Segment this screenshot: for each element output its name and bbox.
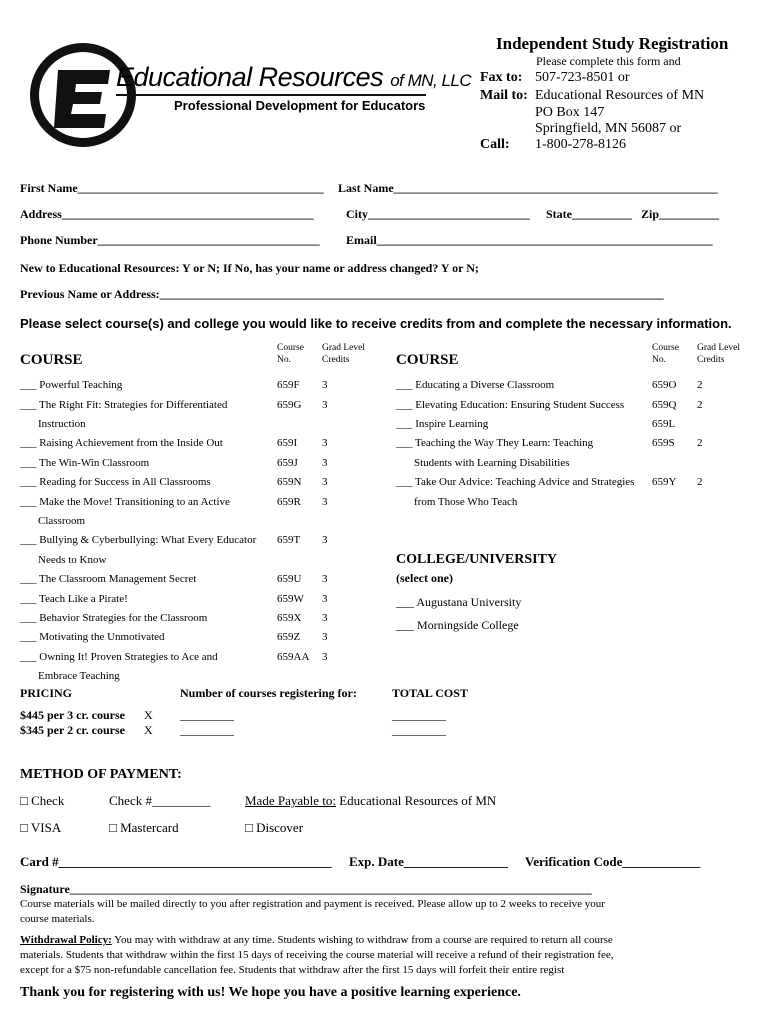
price-3cr-x: X [144,708,153,722]
mailed-note-line2: course materials. [20,913,95,925]
course-number: 659U [277,573,302,585]
course-credits: 3 [322,573,328,585]
verification-code-field[interactable]: Verification Code____________ [525,854,701,869]
signature-field[interactable]: Signature_______________________________________________________________________________________ [20,882,592,896]
course-credits: 3 [322,437,328,449]
right-course-row[interactable] [396,399,624,411]
email-field[interactable]: Email________________________________________________________ [346,233,713,247]
course-number: 659R [277,496,301,508]
logo-tagline: Professional Development for Educators [174,98,426,113]
course-title: ___ Bullying & Cyberbullying: What Every Educator [20,534,257,546]
price-2cr-total[interactable]: _________ [392,723,446,737]
mastercard-option[interactable]: □ Mastercard [109,820,179,835]
course-number: 659S [652,437,675,449]
mail-line3: Springfield, MN 56087 or [535,121,682,136]
course-credits: 3 [322,457,328,469]
price-2cr-x: X [144,723,153,737]
course-title: ___ The Classroom Management Secret [20,573,197,585]
course-credits: 2 [697,399,703,411]
discover-option[interactable]: □ Discover [245,820,304,835]
mail-label: Mail to: [480,88,528,103]
course-credits: 3 [322,476,328,488]
right-course-row[interactable] [396,379,554,391]
left-credits-heading [322,342,365,366]
mail-line2: PO Box 147 [535,105,605,120]
course-number: 659AA [277,651,310,663]
left-course-row[interactable] [20,437,223,449]
left-course-row[interactable] [20,496,230,508]
withdrawal-line3: except for a $75 non-refundable cancellation fee. Students that withdraw after the first 15 days will forfeit their entire regist [20,964,565,976]
payable-label: Made Payable to: [245,793,336,808]
company-logo [28,40,472,150]
left-course-row[interactable] [20,593,128,605]
left-course-heading: COURSE [20,352,83,368]
withdrawal-text1: You may with withdraw at any time. Students wishing to withdraw from a course are required to return all course [111,934,613,946]
logo-name: Educational Resources [116,62,384,92]
withdrawal-line2: materials. Students that withdraw within the first 15 days of receiving the course material will receive a refund of their registration fee, [20,949,614,961]
course-title-cont: Embrace Teaching [38,670,120,682]
course-title: ___ Behavior Strategies for the Classroom [20,612,208,624]
first-name-field[interactable]: First Name_________________________________________ [20,181,324,195]
course-title: ___ Inspire Learning [396,418,489,430]
right-course-row[interactable] [396,418,488,430]
zip-field[interactable]: Zip__________ [641,207,720,221]
city-field[interactable]: City___________________________ [346,207,530,221]
course-title: ___ Reading for Success in All Classrooms [20,476,211,488]
course-credits: 3 [322,593,328,605]
last-name-field[interactable]: Last Name______________________________________________________ [338,181,718,195]
left-course-row[interactable] [20,534,256,546]
course-title: ___ Powerful Teaching [20,379,123,391]
payment-heading: METHOD OF PAYMENT: [20,767,182,782]
college-heading: COLLEGE/UNIVERSITY [396,552,558,567]
course-credits: 3 [322,631,328,643]
left-course-row[interactable] [20,399,227,411]
course-number: 659I [277,437,298,449]
price-3cr-count[interactable]: _________ [180,708,234,722]
course-title: ___ Teaching the Way They Learn: Teaching [396,437,594,449]
course-credits: 3 [322,399,328,411]
course-title-cont: Needs to Know [38,554,107,566]
course-credits: 2 [697,379,703,391]
thank-you-message: Thank you for registering with us! We hope you have a positive learning experience. [20,985,521,1000]
course-number: 659N [277,476,302,488]
left-course-row[interactable] [20,457,149,469]
right-no-line1: Course [652,343,679,353]
college-subheading: (select one) [396,571,453,585]
right-no-line2: No. [652,355,666,365]
course-title: ___ Educating a Diverse Classroom [396,379,555,391]
left-course-no-heading [277,342,304,366]
state-field[interactable]: State__________ [546,207,632,221]
fax-value: 507-723-8501 or [535,70,630,85]
fax-label: Fax to: [480,70,523,85]
payable-value: Educational Resources of MN [335,793,497,808]
course-number: 659O [652,379,677,391]
call-label: Call: [480,137,510,152]
course-number: 659Z [277,631,301,643]
course-title: ___ The Right Fit: Strategies for Differentiated [20,399,228,411]
total-cost-heading: TOTAL COST [392,686,468,700]
course-credits: 2 [697,437,703,449]
instructions: Please select course(s) and college you would like to receive credits from and complete the necessary information. [20,316,732,331]
price-2cr-label: $345 per 2 cr. course [20,723,125,737]
previous-name-field[interactable]: Previous Name or Address:____________________________________________________________________________________ [20,287,664,301]
course-title: ___ The Win-Win Classroom [20,457,150,469]
phone-field[interactable]: Phone Number_____________________________________ [20,233,320,247]
course-number: 659J [277,457,298,469]
mailed-note-line1: Course materials will be mailed directly to you after registration and payment is received. Please allow up to 2 weeks to receive your [20,898,605,910]
price-2cr-count[interactable]: _________ [180,723,234,737]
course-credits: 3 [322,379,328,391]
course-number: 659X [277,612,302,624]
pricing-heading: PRICING [20,686,73,700]
left-course-row[interactable] [20,612,207,624]
course-title-cont: Classroom [38,515,86,527]
check-option[interactable]: □ Check [20,793,65,808]
left-course-row[interactable] [20,476,211,488]
num-courses-heading: Number of courses registering for: [180,686,357,700]
left-course-row[interactable] [20,651,218,663]
page-title: Independent Study Registration [496,34,729,53]
right-cr-line1: Grad Level [697,343,740,353]
course-title: ___ Owning It! Proven Strategies to Ace and [20,651,218,663]
exp-date-field[interactable]: Exp. Date________________ [349,854,508,869]
logo-suffix: of MN, LLC [390,71,472,90]
withdrawal-line1 [20,934,613,946]
payable-to [245,793,496,809]
left-no-line2: No. [277,355,291,365]
call-value: 1-800-278-8126 [535,137,626,152]
course-number: 659G [277,399,302,411]
course-title-cont: Students with Learning Disabilities [414,457,570,469]
course-credits: 2 [697,476,703,488]
course-title: ___ Make the Move! Transitioning to an Active [20,496,230,508]
course-credits: 3 [322,612,328,624]
college-option-morningside[interactable]: ___ Morningside College [396,618,519,632]
course-credits: 3 [322,651,328,663]
left-course-row[interactable] [20,631,165,643]
price-3cr-label: $445 per 3 cr. course [20,708,125,722]
right-course-no-heading [652,342,679,366]
address-field[interactable]: Address__________________________________________ [20,207,314,221]
left-cr-line2: Credits [322,355,350,365]
left-cr-line1: Grad Level [322,343,365,353]
course-number: 659L [652,418,676,430]
course-title-cont: Instruction [38,418,86,430]
course-number: 659F [277,379,300,391]
college-option-augustana[interactable]: ___ Augustana University [396,595,522,609]
course-number: 659Y [652,476,677,488]
left-no-line1: Course [277,343,304,353]
course-credits: 3 [322,534,328,546]
price-3cr-total[interactable]: _________ [392,708,446,722]
course-credits: 3 [322,496,328,508]
right-credits-heading [697,342,740,366]
course-title: ___ Elevating Education: Ensuring Student Success [396,399,625,411]
course-title: ___ Teach Like a Pirate! [20,593,128,605]
course-title: ___ Take Our Advice: Teaching Advice and Strategies [396,476,635,488]
mail-line1: Educational Resources of MN [535,88,705,103]
right-cr-line2: Credits [697,355,725,365]
card-number-field[interactable]: Card #__________________________________________ [20,854,332,869]
visa-option[interactable]: □ VISA [20,820,62,835]
course-number: 659T [277,534,301,546]
right-course-row[interactable] [396,437,593,449]
course-title: ___ Raising Achievement from the Inside Out [20,437,223,449]
course-title-cont: from Those Who Teach [414,496,518,508]
left-course-row[interactable] [20,379,122,391]
left-course-row[interactable] [20,573,196,585]
withdrawal-label: Withdrawal Policy: [20,934,112,946]
right-course-heading: COURSE [396,352,459,368]
right-course-row[interactable] [396,476,634,488]
new-to-question[interactable]: New to Educational Resources: Y or N; If No, has your name or address changed? Y or N; [20,261,479,275]
course-number: 659Q [652,399,677,411]
subtitle: Please complete this form and [536,54,681,68]
course-title: ___ Motivating the Unmotivated [20,631,165,643]
course-number: 659W [277,593,304,605]
check-number-field[interactable]: Check #_________ [109,793,211,808]
